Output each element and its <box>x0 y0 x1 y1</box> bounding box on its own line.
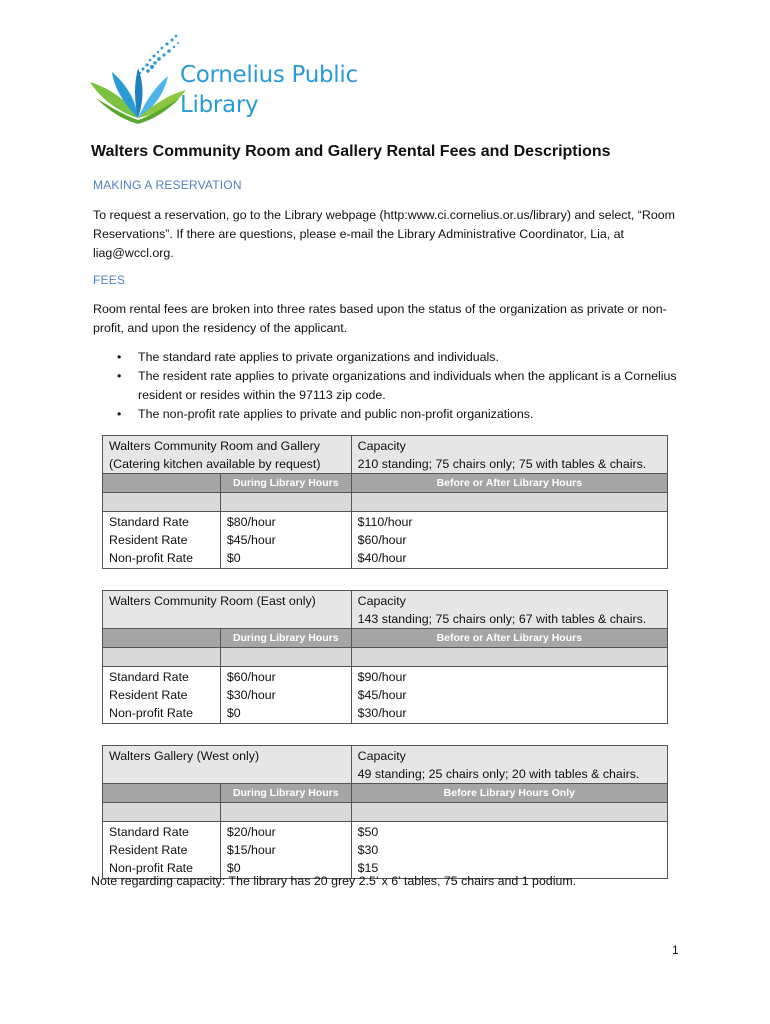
list-item: • The non-profit rate applies to private and public non-profit organizations. <box>93 405 683 424</box>
capacity-caption: Capacity 49 standing; 25 chairs only; 20 with tables & chairs. <box>351 746 667 784</box>
capacity-note: Note regarding capacity: The library has 20 grey 2.5’ x 6’ tables, 75 chairs and 1 podium. <box>91 874 577 888</box>
header-blank <box>103 784 221 803</box>
room-caption: Walters Gallery (West only) <box>103 746 352 784</box>
spacer-cell <box>351 493 667 512</box>
table-row <box>103 822 668 879</box>
rate-table-community-room-east <box>102 590 668 724</box>
room-caption: Walters Community Room (East only) <box>103 591 352 629</box>
reservation-text: To request a reservation, go to the Library webpage (http:www.ci.cornelius.or.us/library) and select, “Room Reservations”. If there are questions, please e-mail the Library Administrative Coordinator, Lia, at liag@wccl.org. <box>93 208 675 260</box>
logo-line-2: Library <box>180 92 259 118</box>
room-caption: Walters Community Room and Gallery (Catering kitchen available by request) <box>103 436 352 474</box>
page-number: 1 <box>672 943 679 957</box>
rate-table-community-room-gallery <box>102 435 668 569</box>
header-blank <box>103 474 221 493</box>
spacer-cell <box>220 648 351 667</box>
rate-table-gallery-west <box>102 745 668 879</box>
list-item: • The standard rate applies to private organizations and individuals. <box>93 348 683 367</box>
during-hours-rates: $20/hour $15/hour $0 <box>220 822 351 879</box>
before-hours-rates: $50 $30 $15 <box>351 822 667 879</box>
rate-labels: Standard Rate Resident Rate Non-profit Rate <box>103 822 221 879</box>
header-blank <box>103 629 221 648</box>
reservation-heading: MAKING A RESERVATION <box>93 178 242 192</box>
during-hours-rates: $60/hour $30/hour $0 <box>220 667 351 724</box>
after-hours-header: Before or After Library Hours <box>351 474 667 493</box>
book-logo-icon <box>88 32 188 127</box>
after-hours-header: Before or After Library Hours <box>351 629 667 648</box>
spacer-cell <box>103 648 221 667</box>
library-logo <box>88 32 368 127</box>
table-row <box>103 512 668 569</box>
during-hours-header: During Library Hours <box>220 474 351 493</box>
before-hours-header: Before Library Hours Only <box>351 784 667 803</box>
fees-text: Room rental fees are broken into three rates based upon the status of the organization as private or non-profit, and upon the residency of the applicant. <box>93 302 667 335</box>
spacer-cell <box>351 648 667 667</box>
spacer-cell <box>103 803 221 822</box>
list-item: • The resident rate applies to private organizations and individuals when the applicant is a Cornelius resident or resides within the 97113 zip code. <box>93 367 683 405</box>
spacer-cell <box>103 493 221 512</box>
fees-heading: FEES <box>93 273 126 287</box>
table-row <box>103 667 668 724</box>
after-hours-rates: $90/hour $45/hour $30/hour <box>351 667 667 724</box>
rate-bullet-list <box>93 348 683 424</box>
spacer-cell <box>220 493 351 512</box>
logo-wordmark <box>180 60 358 120</box>
during-hours-header: During Library Hours <box>220 629 351 648</box>
rate-labels: Standard Rate Resident Rate Non-profit Rate <box>103 512 221 569</box>
spacer-cell <box>220 803 351 822</box>
capacity-caption: Capacity 210 standing; 75 chairs only; 75 with tables & chairs. <box>351 436 667 474</box>
spacer-cell <box>351 803 667 822</box>
rate-labels: Standard Rate Resident Rate Non-profit Rate <box>103 667 221 724</box>
logo-line-1: Cornelius Public <box>180 62 358 88</box>
during-hours-rates: $80/hour $45/hour $0 <box>220 512 351 569</box>
document-title: Walters Community Room and Gallery Rental Fees and Descriptions <box>91 143 611 160</box>
after-hours-rates: $110/hour $60/hour $40/hour <box>351 512 667 569</box>
capacity-caption: Capacity 143 standing; 75 chairs only; 67 with tables & chairs. <box>351 591 667 629</box>
during-hours-header: During Library Hours <box>220 784 351 803</box>
